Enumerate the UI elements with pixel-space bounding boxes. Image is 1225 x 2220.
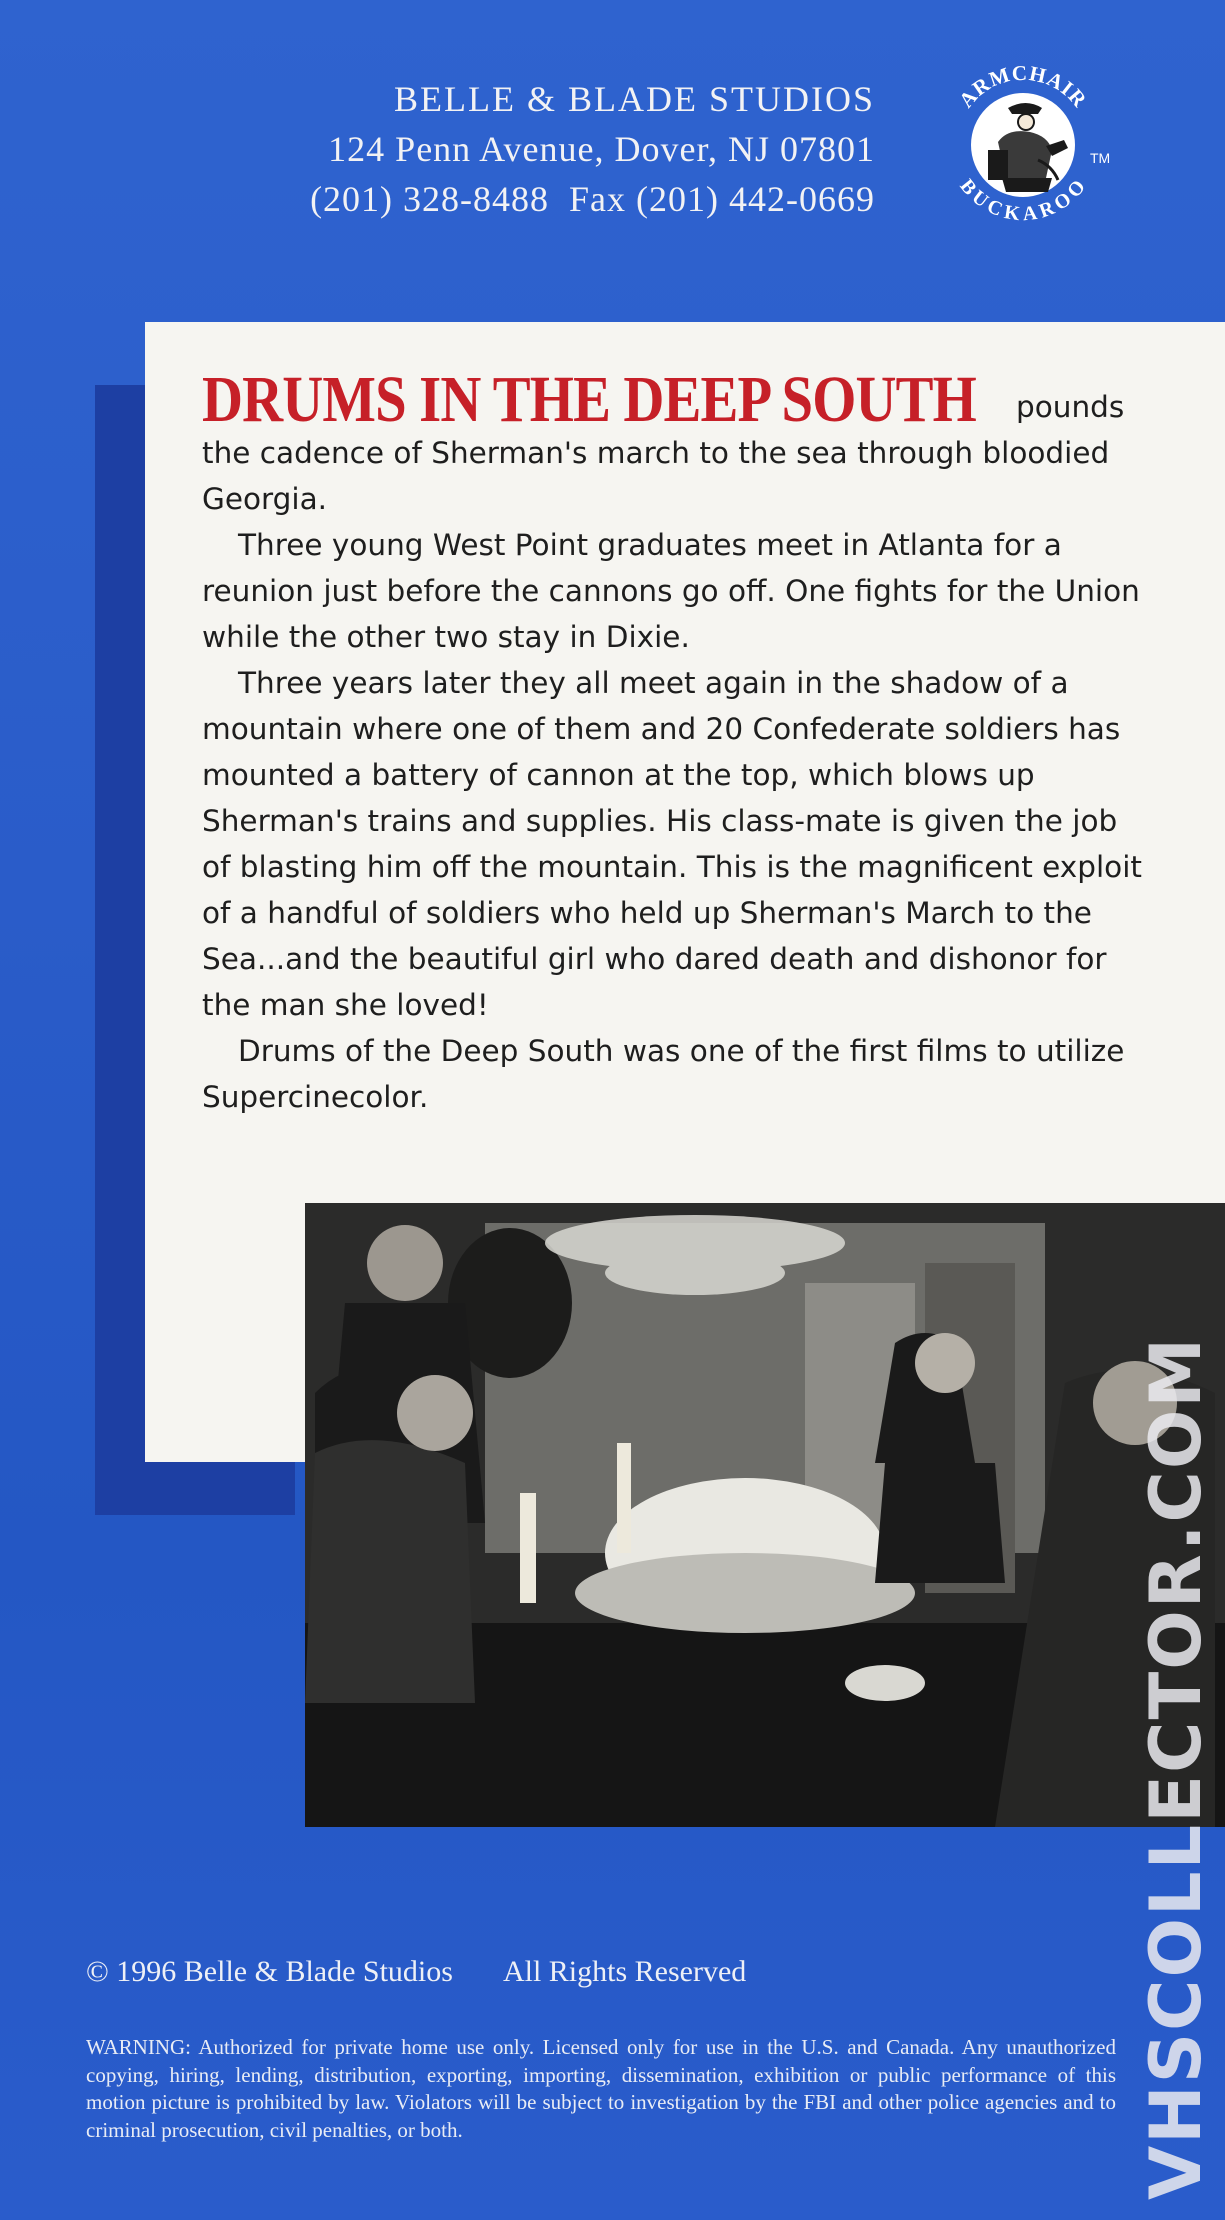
logo-top-text: ARMCHAIR: [953, 60, 1093, 113]
legal-warning: WARNING: Authorized for private home use only. Licensed only for use in the U.S. and Canada. Any unauthorized copying, hiring, lending, distribution, exporting, importing, dissemination, exhibition or public performance of this motion picture is prohibited by law. Violators will be subject to investigation by the FBI and other police agencies and to criminal prosecution, civil penalties, or both.: [86, 2035, 1116, 2142]
studio-contact: [310, 74, 875, 224]
site-watermark: VHSCOLLECTOR.COM: [1135, 1335, 1217, 2200]
synopsis-paragraph-2: Three years later they all meet again in the shadow of a mountain where one of them and 20 Confederate soldiers has mounted a battery of cannon at the top, which blows up Sherman's trains and supplies. His class-mate is given the job of blasting him off the mountain. This is the magnificent exploit of a handful of soldiers who held up Sherman's March to the Sea...and the beautiful girl who dared death and dishonor for the man she loved!: [202, 666, 1142, 1022]
studio-name: BELLE & BLADE STUDIOS: [394, 79, 875, 119]
synopsis-paragraph-1: Three young West Point graduates meet in Atlanta for a reunion just before the cannons go off. One fights for the Union while the other two stay in Dixie.: [202, 528, 1140, 654]
armchair-buckaroo-logo: [938, 50, 1111, 230]
trademark-mark: TM: [1090, 150, 1111, 166]
movie-still-photo: [305, 1203, 1225, 1827]
synopsis-lead-paragraph: [202, 363, 1152, 522]
movie-title: DRUMS IN THE DEEP SOUTH: [202, 363, 976, 436]
copyright-line: [86, 1955, 796, 1989]
logo-bottom-text: BUCKAROO: [955, 175, 1091, 226]
studio-phone: (201) 328-8488 Fax (201) 442-0669: [310, 179, 875, 219]
rights-text: All Rights Reserved: [502, 1955, 747, 1988]
synopsis-paragraph-3: Drums of the Deep South was one of the first films to utilize Supercinecolor.: [202, 1034, 1125, 1114]
copyright-text: © 1996 Belle & Blade Studios: [86, 1955, 453, 1988]
synopsis-lead: pounds the cadence of Sherman's march to the sea through bloodied Georgia.: [202, 390, 1125, 516]
synopsis-text: [202, 363, 1152, 1120]
studio-address: 124 Penn Avenue, Dover, NJ 07801: [328, 129, 875, 169]
